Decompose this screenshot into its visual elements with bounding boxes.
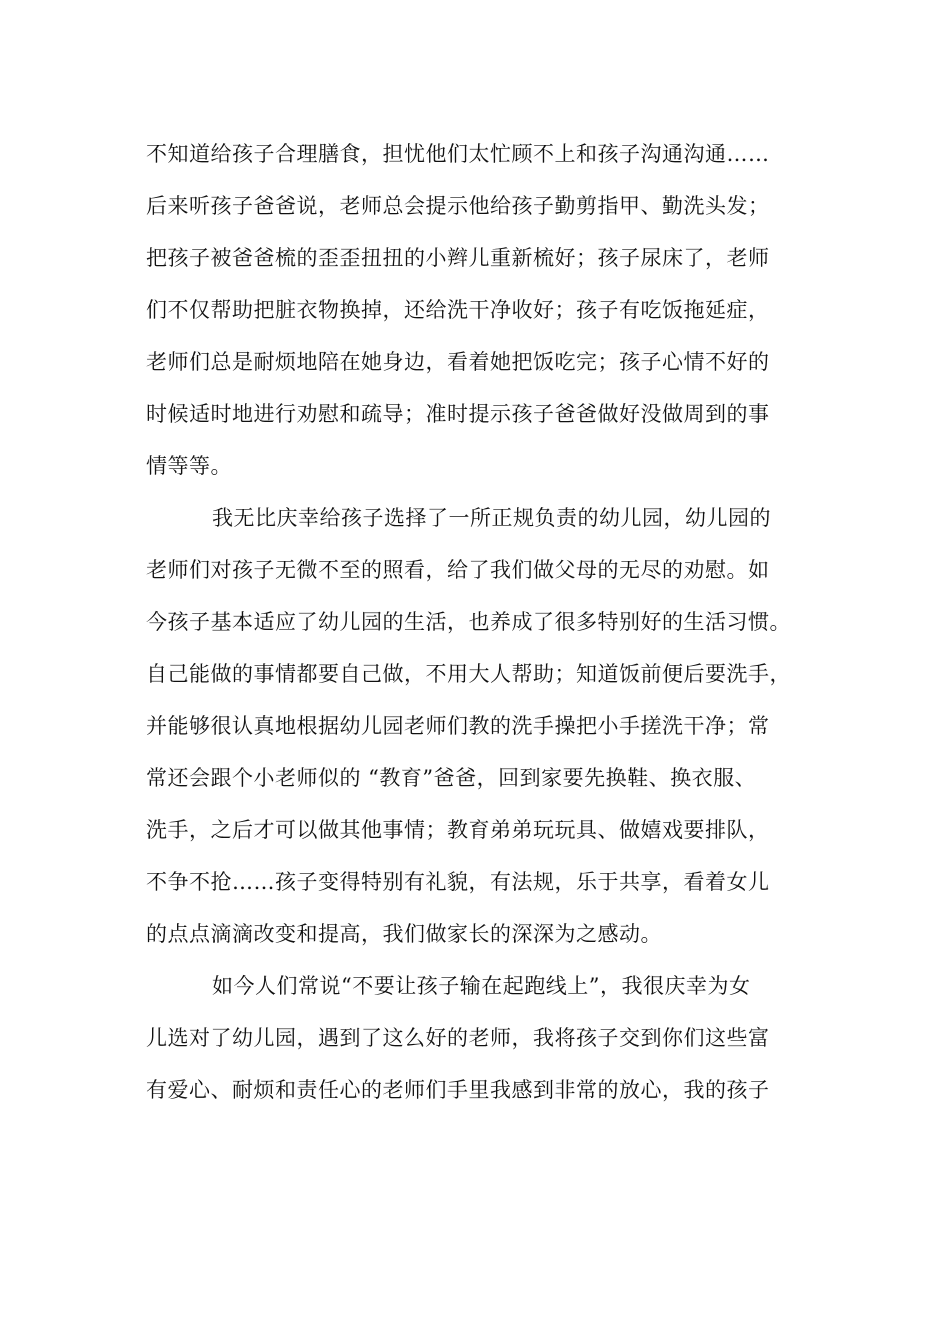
text-line: 自己能做的事情都要自己做，不用大人帮助；知道饭前便后要洗手，	[146, 662, 791, 686]
text-line: 儿选对了幼儿园，遇到了这么好的老师，我将孩子交到你们这些富	[146, 1026, 770, 1050]
text-line: 的点点滴滴改变和提高，我们做家长的深深为之感动。	[146, 922, 662, 946]
body-text	[146, 128, 826, 1116]
text-line: 洗手，之后才可以做其他事情；教育弟弟玩玩具、做嬉戏要排队，	[146, 818, 770, 842]
text-line: 并能够很认真地根据幼儿园老师们教的洗手操把小手搓洗干净；常	[146, 714, 770, 738]
text-line: 有爱心、耐烦和责任心的老师们手里我感到非常的放心，我的孩子	[146, 1078, 770, 1102]
text-line: 不知道给孩子合理膳食，担忧他们太忙顾不上和孩子沟通沟通……	[146, 142, 770, 166]
text-line: 如今人们常说“不要让孩子输在起跑线上”，我很庆幸为女	[212, 974, 751, 998]
text-line: 们不仅帮助把脏衣物换掉，还给洗干净收好；孩子有吃饭拖延症，	[146, 298, 770, 322]
text-line: 我无比庆幸给孩子选择了一所正规负责的幼儿园，幼儿园的	[212, 506, 771, 530]
text-line: 情等等。	[146, 454, 232, 478]
text-line: 把孩子被爸爸梳的歪歪扭扭的小辫儿重新梳好；孩子尿床了，老师	[146, 246, 770, 270]
text-line: 不争不抢……孩子变得特别有礼貌，有法规，乐于共享，看着女儿	[146, 870, 770, 894]
text-line: 后来听孩子爸爸说，老师总会提示他给孩子勤剪指甲、勤洗头发；	[146, 194, 770, 218]
text-line: 常还会跟个小老师似的 “教育”爸爸，回到家要先换鞋、换衣服、	[146, 766, 757, 790]
text-line: 今孩子基本适应了幼儿园的生活，也养成了很多特别好的生活习惯。	[146, 610, 791, 634]
text-line: 老师们总是耐烦地陪在她身边，看着她把饭吃完；孩子心情不好的	[146, 350, 770, 374]
text-line: 老师们对孩子无微不至的照看，给了我们做父母的无尽的劝慰。如	[146, 558, 770, 582]
text-line: 时候适时地进行劝慰和疏导；准时提示孩子爸爸做好没做周到的事	[146, 402, 770, 426]
